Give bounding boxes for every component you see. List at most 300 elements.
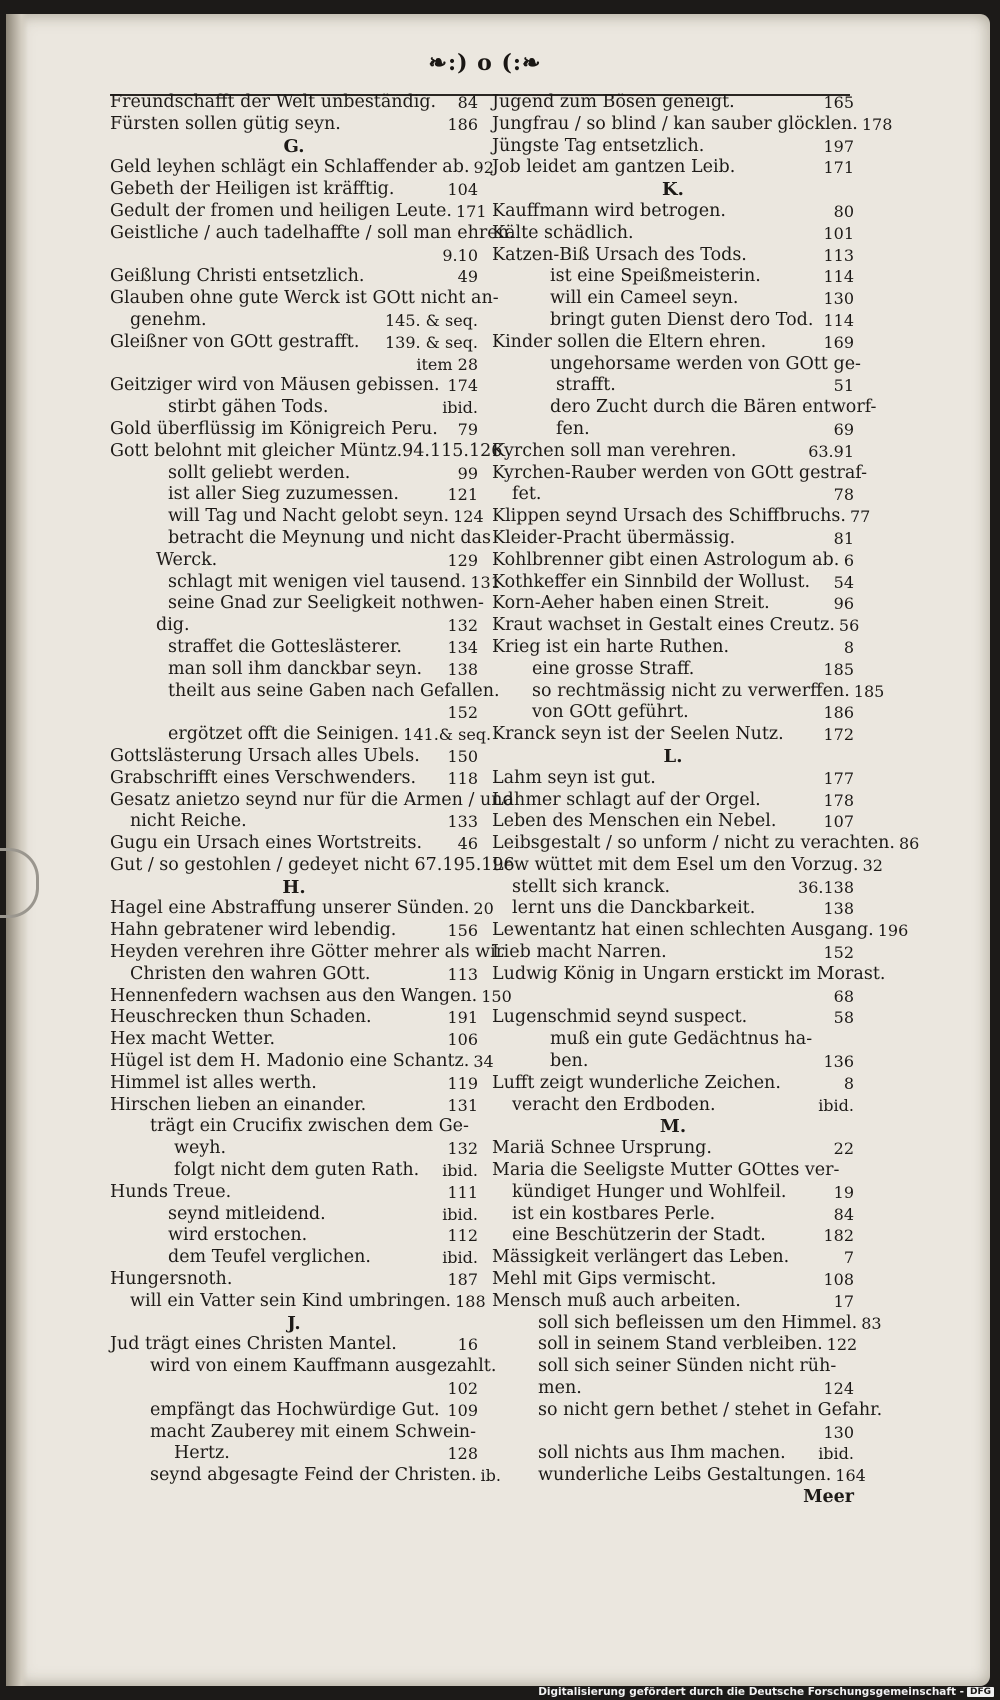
page-ref <box>867 463 871 485</box>
page-ref: 113 <box>823 245 854 265</box>
page-ref: 132 <box>447 616 478 636</box>
page-ref: 186 <box>823 703 854 723</box>
section-letter: M. <box>659 1116 687 1138</box>
page-ref: 78 <box>833 485 854 505</box>
page-ref: 128 <box>447 1444 478 1464</box>
page-ref: 131 <box>470 572 501 592</box>
index-entry <box>492 1399 883 1422</box>
section-letter: K. <box>662 179 684 201</box>
page-ref: 169 <box>823 332 854 352</box>
index-entry <box>110 92 478 114</box>
index-entry <box>110 811 478 833</box>
entry-text: so rechtmässig nicht zu verwerffen. <box>532 680 850 701</box>
entry-text: Heyden verehren ihre Götter mehrer als wir <box>110 942 505 963</box>
entry-text: Kothkeffer ein Sinnbild der Wollust. <box>492 571 811 592</box>
entry-text: Kauffmann wird betrogen. <box>492 200 726 221</box>
entry-text: Katzen-Biß Ursach des Tods. <box>492 244 747 265</box>
index-entry <box>492 811 854 833</box>
page-ref: 191 <box>447 1008 478 1028</box>
page-ref: 69 <box>833 419 854 439</box>
entry-text: betracht die Meynung und nicht das <box>168 527 491 548</box>
entry-text: Fürsten sollen gütig seyn. <box>110 113 341 134</box>
page-ref: 134 <box>447 637 478 657</box>
entry-text: Lufft zeigt wunderliche Zeichen. <box>492 1072 781 1093</box>
page-ref: 139. & seq. <box>384 332 478 352</box>
index-entry <box>492 615 860 637</box>
page-ref: 114 <box>823 310 854 330</box>
index-entry <box>110 310 478 332</box>
page-ref: 172 <box>823 725 854 745</box>
index-entry <box>492 1334 858 1356</box>
index-entry <box>110 615 478 637</box>
page-ref: 113 <box>447 964 478 984</box>
entry-text: Ludwig König in Ungarn erstickt im Morast. <box>492 963 886 984</box>
section-letter: H. <box>282 876 306 898</box>
index-entry <box>492 637 854 659</box>
page-ref <box>474 1116 478 1138</box>
section-letter: J. <box>287 1312 301 1334</box>
page-ref: 188 <box>455 1291 486 1311</box>
entry-text: will Tag und Nacht gelobt seyn. <box>168 506 450 527</box>
page-ref: 8 <box>843 1073 854 1093</box>
entry-text: Kyrchen-Rauber werden von GOtt gestraf- <box>492 462 868 483</box>
index-entry <box>492 441 854 463</box>
page-ref: 174 <box>447 376 478 396</box>
index-entry <box>110 898 494 920</box>
index-entry <box>492 1007 854 1029</box>
index-entry <box>492 1247 854 1269</box>
page-ref: 19 <box>833 1182 854 1202</box>
index-entry <box>110 1400 478 1422</box>
entry-text: empfängt das Hochwürdige Gut. <box>150 1399 440 1420</box>
entry-text: Kyrchen soll man verehren. <box>492 440 737 461</box>
page-ref: 196 <box>877 921 909 941</box>
dfg-logo: DFG <box>967 1687 994 1697</box>
entry-text: Job leidet am gantzen Leib. <box>492 157 736 178</box>
index-entry <box>110 1051 494 1073</box>
index-entry <box>110 768 478 790</box>
index-entry <box>110 593 484 615</box>
index-entry <box>110 1138 478 1160</box>
index-entry <box>492 1051 854 1073</box>
entry-text: Christen den wahren GOtt. <box>130 963 371 984</box>
entry-text: Kälte schädlich. <box>492 222 634 243</box>
entry-text: Gesatz anietzo seynd nur für die Armen / und <box>110 789 514 810</box>
index-entry <box>110 1029 478 1051</box>
entry-text: Kleider-Pracht übermässig. <box>492 527 736 548</box>
entry-text: straffet die Gotteslästerer. <box>168 636 402 657</box>
index-entry <box>110 332 478 354</box>
entry-text: stellt sich kranck. <box>512 876 671 897</box>
entry-text: Heuschrecken thun Schaden. <box>110 1007 372 1028</box>
entry-text: Lugenschmid seynd suspect. <box>492 1007 748 1028</box>
entry-text: Hennenfedern wachsen aus den Wangen. <box>110 985 478 1006</box>
entry-text: Hügel ist dem H. Madonio eine Schantz. <box>110 1051 470 1072</box>
entry-text: stirbt gähen Tods. <box>168 397 329 418</box>
page-ref: 84 <box>833 1204 854 1224</box>
page-ref: 136 <box>823 1052 854 1072</box>
page-ref <box>861 354 865 376</box>
index-entry <box>110 484 478 506</box>
page-ref: 185 <box>823 659 854 679</box>
index-entry <box>110 942 505 964</box>
index-entry <box>492 462 868 485</box>
index-entry <box>110 854 515 877</box>
page-ref <box>850 1029 854 1051</box>
entry-text: soll nichts aus Ihm machen. <box>538 1443 786 1464</box>
page-ref-continuation: 130 <box>823 1422 854 1442</box>
index-entry <box>492 1225 854 1247</box>
entry-text: Gold überflüssig im Königreich Peru. <box>110 418 438 439</box>
index-entry <box>492 550 854 572</box>
entry-text: Geitziger wird von Mäusen gebissen. <box>110 375 440 396</box>
index-entry <box>492 332 854 354</box>
entry-text: Jüngste Tag entsetzlich. <box>492 135 705 156</box>
entry-text: genehm. <box>130 309 207 330</box>
index-entry <box>110 527 491 550</box>
index-entry <box>110 114 478 136</box>
entry-text: Gottslästerung Ursach alles Ubels. <box>110 745 420 766</box>
entry-text: Geißlung Christi entsetzlich. <box>110 266 365 287</box>
entry-text: Hungersnoth. <box>110 1269 233 1290</box>
page-ref-continuation: 152 <box>447 703 478 723</box>
page-ref: 107 <box>823 812 854 832</box>
index-entry <box>110 1356 497 1378</box>
page-ref: 132 <box>447 1139 478 1159</box>
index-entry <box>492 528 854 550</box>
index-entry <box>110 1160 478 1182</box>
index-entry <box>110 1182 478 1204</box>
index-entry <box>110 571 501 594</box>
index-entry <box>110 985 512 1008</box>
index-entry <box>492 353 861 376</box>
index-column-left <box>110 92 515 1487</box>
index-entry <box>492 1269 854 1291</box>
entry-text: Geld leyhen schlägt ein Schlaffender ab. <box>110 157 470 178</box>
entry-text: ergötzet offt die Seinigen. <box>168 724 400 745</box>
index-entry <box>492 157 854 179</box>
entry-text: schlagt mit wenigen viel tausend. <box>168 571 467 592</box>
page-ref: 150 <box>447 746 478 766</box>
entry-text: Korn-Aeher haben einen Streit. <box>492 593 770 614</box>
entry-text: seine Gnad zur Seeligkeit nothwen- <box>168 593 484 614</box>
page-ref: 178 <box>861 114 893 134</box>
page-ref: 133 <box>447 812 478 832</box>
page-ref <box>876 397 880 419</box>
entry-text: Himmel ist alles werth. <box>110 1072 317 1093</box>
entry-text: Gebeth der Heiligen ist kräfftig. <box>110 179 395 200</box>
index-entry <box>492 419 854 441</box>
page-ref: ibid. <box>442 1248 478 1268</box>
page-ref: 150 <box>481 986 512 1006</box>
page-ref: 165 <box>823 93 854 112</box>
page-ref <box>850 1160 854 1182</box>
entry-text: eine grosse Straff. <box>532 658 695 679</box>
page-ref: 101 <box>823 223 854 243</box>
entry-text: wunderliche Leibs Gestaltungen. <box>538 1465 832 1486</box>
page-ref: 178 <box>823 790 854 810</box>
index-entry <box>110 157 494 179</box>
index-entry <box>492 833 920 855</box>
entry-text: ungehorsame werden von GOtt ge- <box>550 353 861 374</box>
entry-text: Kranck seyn ist der Seelen Nutz. <box>492 724 784 745</box>
index-entry <box>492 854 883 877</box>
index-entry <box>110 1116 478 1138</box>
page-ref: 164 <box>835 1466 866 1486</box>
entry-text: Hahn gebratener wird lebendig. <box>110 920 397 941</box>
entry-text: von GOtt geführt. <box>532 702 689 723</box>
page-ref: 141.& seq. <box>403 725 492 745</box>
page-ref: 104 <box>447 180 478 200</box>
entry-text: Kohlbrenner gibt einen Astrologum ab. <box>492 549 840 570</box>
page-ref: 171 <box>455 201 487 221</box>
index-entry <box>492 593 854 615</box>
index-entry <box>110 1095 478 1117</box>
page-ref: 6 <box>843 550 854 570</box>
index-column-right <box>492 92 920 1509</box>
index-entry <box>110 397 478 419</box>
index-entry <box>492 1443 854 1465</box>
index-entry <box>492 920 909 942</box>
page-ref: 185 <box>853 681 885 701</box>
page-ref: 131 <box>447 1095 478 1115</box>
page-ref: 109 <box>447 1400 478 1420</box>
page-ref: 111 <box>447 1182 478 1202</box>
entry-text: bringt guten Dienst dero Tod. <box>550 309 814 330</box>
entry-text: Mensch muß auch arbeiten. <box>492 1290 741 1311</box>
entry-text: Hagel eine Abstraffung unserer Sünden. <box>110 898 470 919</box>
index-entry <box>492 1095 854 1117</box>
page-ref: 119 <box>447 1073 478 1093</box>
index-entry <box>110 724 492 746</box>
index-entry <box>110 1247 478 1269</box>
index-entry <box>492 92 854 114</box>
page-ref: ibid. <box>442 1161 478 1181</box>
entry-text: Gut / so gestohlen / gedeyet nicht 67.195.196 <box>110 854 515 875</box>
index-entry <box>110 440 503 463</box>
index-entry <box>110 463 478 485</box>
index-entry <box>110 789 514 812</box>
entry-text: fen. <box>556 418 590 439</box>
entry-text: Glauben ohne gute Werck ist GOtt nicht an- <box>110 288 499 309</box>
entry-text: Leben des Menschen ein Nebel. <box>492 811 777 832</box>
index-entry <box>110 179 478 201</box>
page-ref: 56 <box>838 616 860 636</box>
page-ref-continuation: 102 <box>447 1379 478 1399</box>
entry-text: ist aller Sieg zuzumessen. <box>168 484 399 505</box>
index-entry <box>492 659 854 681</box>
index-entry <box>110 1073 478 1095</box>
index-entry <box>110 506 484 528</box>
entry-text: soll sich seiner Sünden nicht rüh- <box>538 1356 837 1377</box>
section-letter: L. <box>663 745 683 767</box>
entry-text: weyh. <box>174 1138 227 1159</box>
index-entry <box>110 375 478 397</box>
page-ref: 34 <box>473 1052 494 1072</box>
page-ref: 177 <box>823 768 854 788</box>
index-entry <box>492 1138 854 1160</box>
page-ref: 96 <box>833 594 854 614</box>
page-ref: 83 <box>861 1313 882 1333</box>
entry-text: strafft. <box>556 375 616 396</box>
entry-text: fet. <box>512 484 542 505</box>
entry-text: ist ein kostbares Perle. <box>512 1203 716 1224</box>
entry-text: Hirschen lieben an einander. <box>110 1094 367 1115</box>
page-header-ornament: ❧:) o (:❧ <box>428 50 542 76</box>
entry-text: Leibsgestalt / so unform / nicht zu verachten. <box>492 833 895 854</box>
index-entry <box>110 680 500 703</box>
index-entry <box>492 680 885 703</box>
page-ref: 54 <box>833 572 854 592</box>
page-ref: 130 <box>823 289 854 309</box>
index-entry <box>492 702 854 724</box>
page-ref: 124 <box>823 1379 854 1399</box>
entry-text: Hunds Treue. <box>110 1181 232 1202</box>
entry-text: Mässigkeit verlängert das Leben. <box>492 1247 790 1268</box>
page-ref: 197 <box>823 136 854 156</box>
entry-text: seynd mitleidend. <box>168 1203 326 1224</box>
entry-text: Kinder sollen die Eltern ehren. <box>492 331 767 352</box>
page-ref: 108 <box>823 1270 854 1290</box>
entry-text: Jugend zum Bösen geneigt. <box>492 92 735 112</box>
entry-text: nicht Reiche. <box>130 811 247 832</box>
entry-text: Lahmer schlagt auf der Orgel. <box>492 789 761 810</box>
page-ref: ibid. <box>818 1095 854 1115</box>
page-ref: 32 <box>862 855 883 875</box>
page-ref: ib. <box>480 1466 501 1486</box>
entry-text: Freundschafft der Welt unbeständig. <box>110 92 437 112</box>
index-entry <box>492 201 854 223</box>
index-entry <box>492 898 854 920</box>
index-entry <box>492 724 854 746</box>
page-ref <box>850 1356 854 1378</box>
index-entry <box>110 637 478 659</box>
index-entry <box>492 1356 854 1378</box>
entry-text: dig. <box>156 615 190 636</box>
entry-text: Kraut wachset in Gestalt eines Creutz. <box>492 615 835 636</box>
index-entry <box>110 288 499 310</box>
index-entry <box>492 245 854 267</box>
page-ref: 171 <box>823 158 854 178</box>
index-entry <box>110 1225 478 1247</box>
index-entry <box>110 1007 478 1029</box>
page-ref: ibid. <box>442 398 478 418</box>
page-ref: 36.138 <box>798 877 854 897</box>
index-entry <box>492 223 854 245</box>
page-ref: 63.91 <box>808 441 854 461</box>
page-ref: 80 <box>833 201 854 221</box>
page-ref: 138 <box>823 899 854 919</box>
index-entry <box>110 419 478 441</box>
entry-text: soll sich befleissen um den Himmel. <box>538 1312 858 1333</box>
entry-text: Werck. <box>156 549 218 570</box>
entry-text: muß ein gute Gedächtnus ha- <box>550 1029 813 1050</box>
page-ref-continuation: item 28 <box>416 354 478 374</box>
index-entry <box>110 920 478 942</box>
entry-text: lernt uns die Danckbarkeit. <box>512 898 756 919</box>
page-ref <box>484 593 488 615</box>
page-ref: 22 <box>833 1139 854 1159</box>
page-ref: 7 <box>843 1248 854 1268</box>
index-entry <box>492 572 854 594</box>
page-ref: 46 <box>457 834 478 854</box>
index-entry <box>492 1378 854 1400</box>
page-ref: 118 <box>447 768 478 788</box>
funding-text: Digitalisierung gefördert durch die Deutsche Forschungsgemeinschaft - <box>538 1686 964 1698</box>
entry-text: seynd abgesagte Feind der Christen. <box>150 1465 477 1486</box>
entry-text: Lahm seyn ist gut. <box>492 767 656 788</box>
entry-text: Grabschrifft eines Verschwenders. <box>110 767 417 788</box>
page-ref: 122 <box>826 1335 858 1355</box>
entry-text: trägt ein Crucifix zwischen dem Ge- <box>150 1116 469 1137</box>
page-ref: 92 <box>473 158 494 178</box>
page-ref: 156 <box>447 921 478 941</box>
entry-text: Lewentantz hat einen schlechten Ausgang. <box>492 920 874 941</box>
page-ref: 8 <box>843 637 854 657</box>
index-entry <box>492 310 854 332</box>
index-entry <box>110 1422 478 1444</box>
page-ref: ibid. <box>818 1444 854 1464</box>
entry-text: Jud trägt eines Christen Mantel. <box>110 1334 397 1355</box>
entry-text: folgt nicht dem guten Rath. <box>174 1160 420 1181</box>
entry-text: sollt geliebt werden. <box>168 462 351 483</box>
page-ref: 152 <box>823 943 854 963</box>
index-entry <box>492 1312 882 1335</box>
index-entry <box>110 833 478 855</box>
entry-text: dem Teufel verglichen. <box>168 1247 371 1268</box>
entry-text: dero Zucht durch die Bären entworf- <box>550 397 877 418</box>
entry-text: Mehl mit Gips vermischt. <box>492 1269 717 1290</box>
index-entry <box>492 768 854 790</box>
index-entry <box>492 877 854 899</box>
index-entry <box>110 1465 501 1487</box>
entry-text: man soll ihm danckbar seyn. <box>168 658 423 679</box>
index-entry <box>492 942 854 964</box>
page-ref: 84 <box>457 93 478 112</box>
index-entry <box>492 1160 854 1182</box>
funding-footer <box>538 1686 994 1698</box>
entry-text: Gott belohnt mit gleicher Müntz.94.115.126 <box>110 440 503 461</box>
entry-text: men. <box>538 1378 582 1399</box>
page-ref: 112 <box>447 1226 478 1246</box>
page-ref: ibid. <box>442 1204 478 1224</box>
entry-text: Jungfrau / so blind / kan sauber glöcklen. <box>492 113 858 134</box>
page-ref: 114 <box>823 267 854 287</box>
index-entry <box>110 1204 478 1226</box>
page-ref: 17 <box>833 1291 854 1311</box>
page-ref: 138 <box>447 659 478 679</box>
page-ref: 106 <box>447 1030 478 1050</box>
index-entry <box>492 1073 854 1095</box>
index-entry <box>110 746 478 768</box>
entry-text: theilt aus seine Gaben nach Gefallen. <box>168 680 500 701</box>
index-entry <box>110 266 478 288</box>
index-entry <box>492 288 854 310</box>
index-entry <box>492 963 886 986</box>
entry-text: so nicht gern bethet / stehet in Gefahr. <box>538 1399 883 1420</box>
entry-text: Klippen seynd Ursach des Schiffbruchs. <box>492 506 846 527</box>
entry-text: Hex macht Wetter. <box>110 1029 276 1050</box>
page-ref: 58 <box>833 1008 854 1028</box>
page-ref <box>882 1400 886 1422</box>
entry-text: macht Zauberey mit einem Schwein- <box>150 1421 476 1442</box>
entry-text: kündiget Hunger und Wohlfeil. <box>512 1181 787 1202</box>
page-ref <box>885 964 889 986</box>
entry-text: Mariä Schnee Ursprung. <box>492 1138 712 1159</box>
index-entry <box>110 200 487 223</box>
entry-text: will ein Vatter sein Kind umbringen. <box>130 1290 452 1311</box>
section-letter: G. <box>283 135 305 157</box>
